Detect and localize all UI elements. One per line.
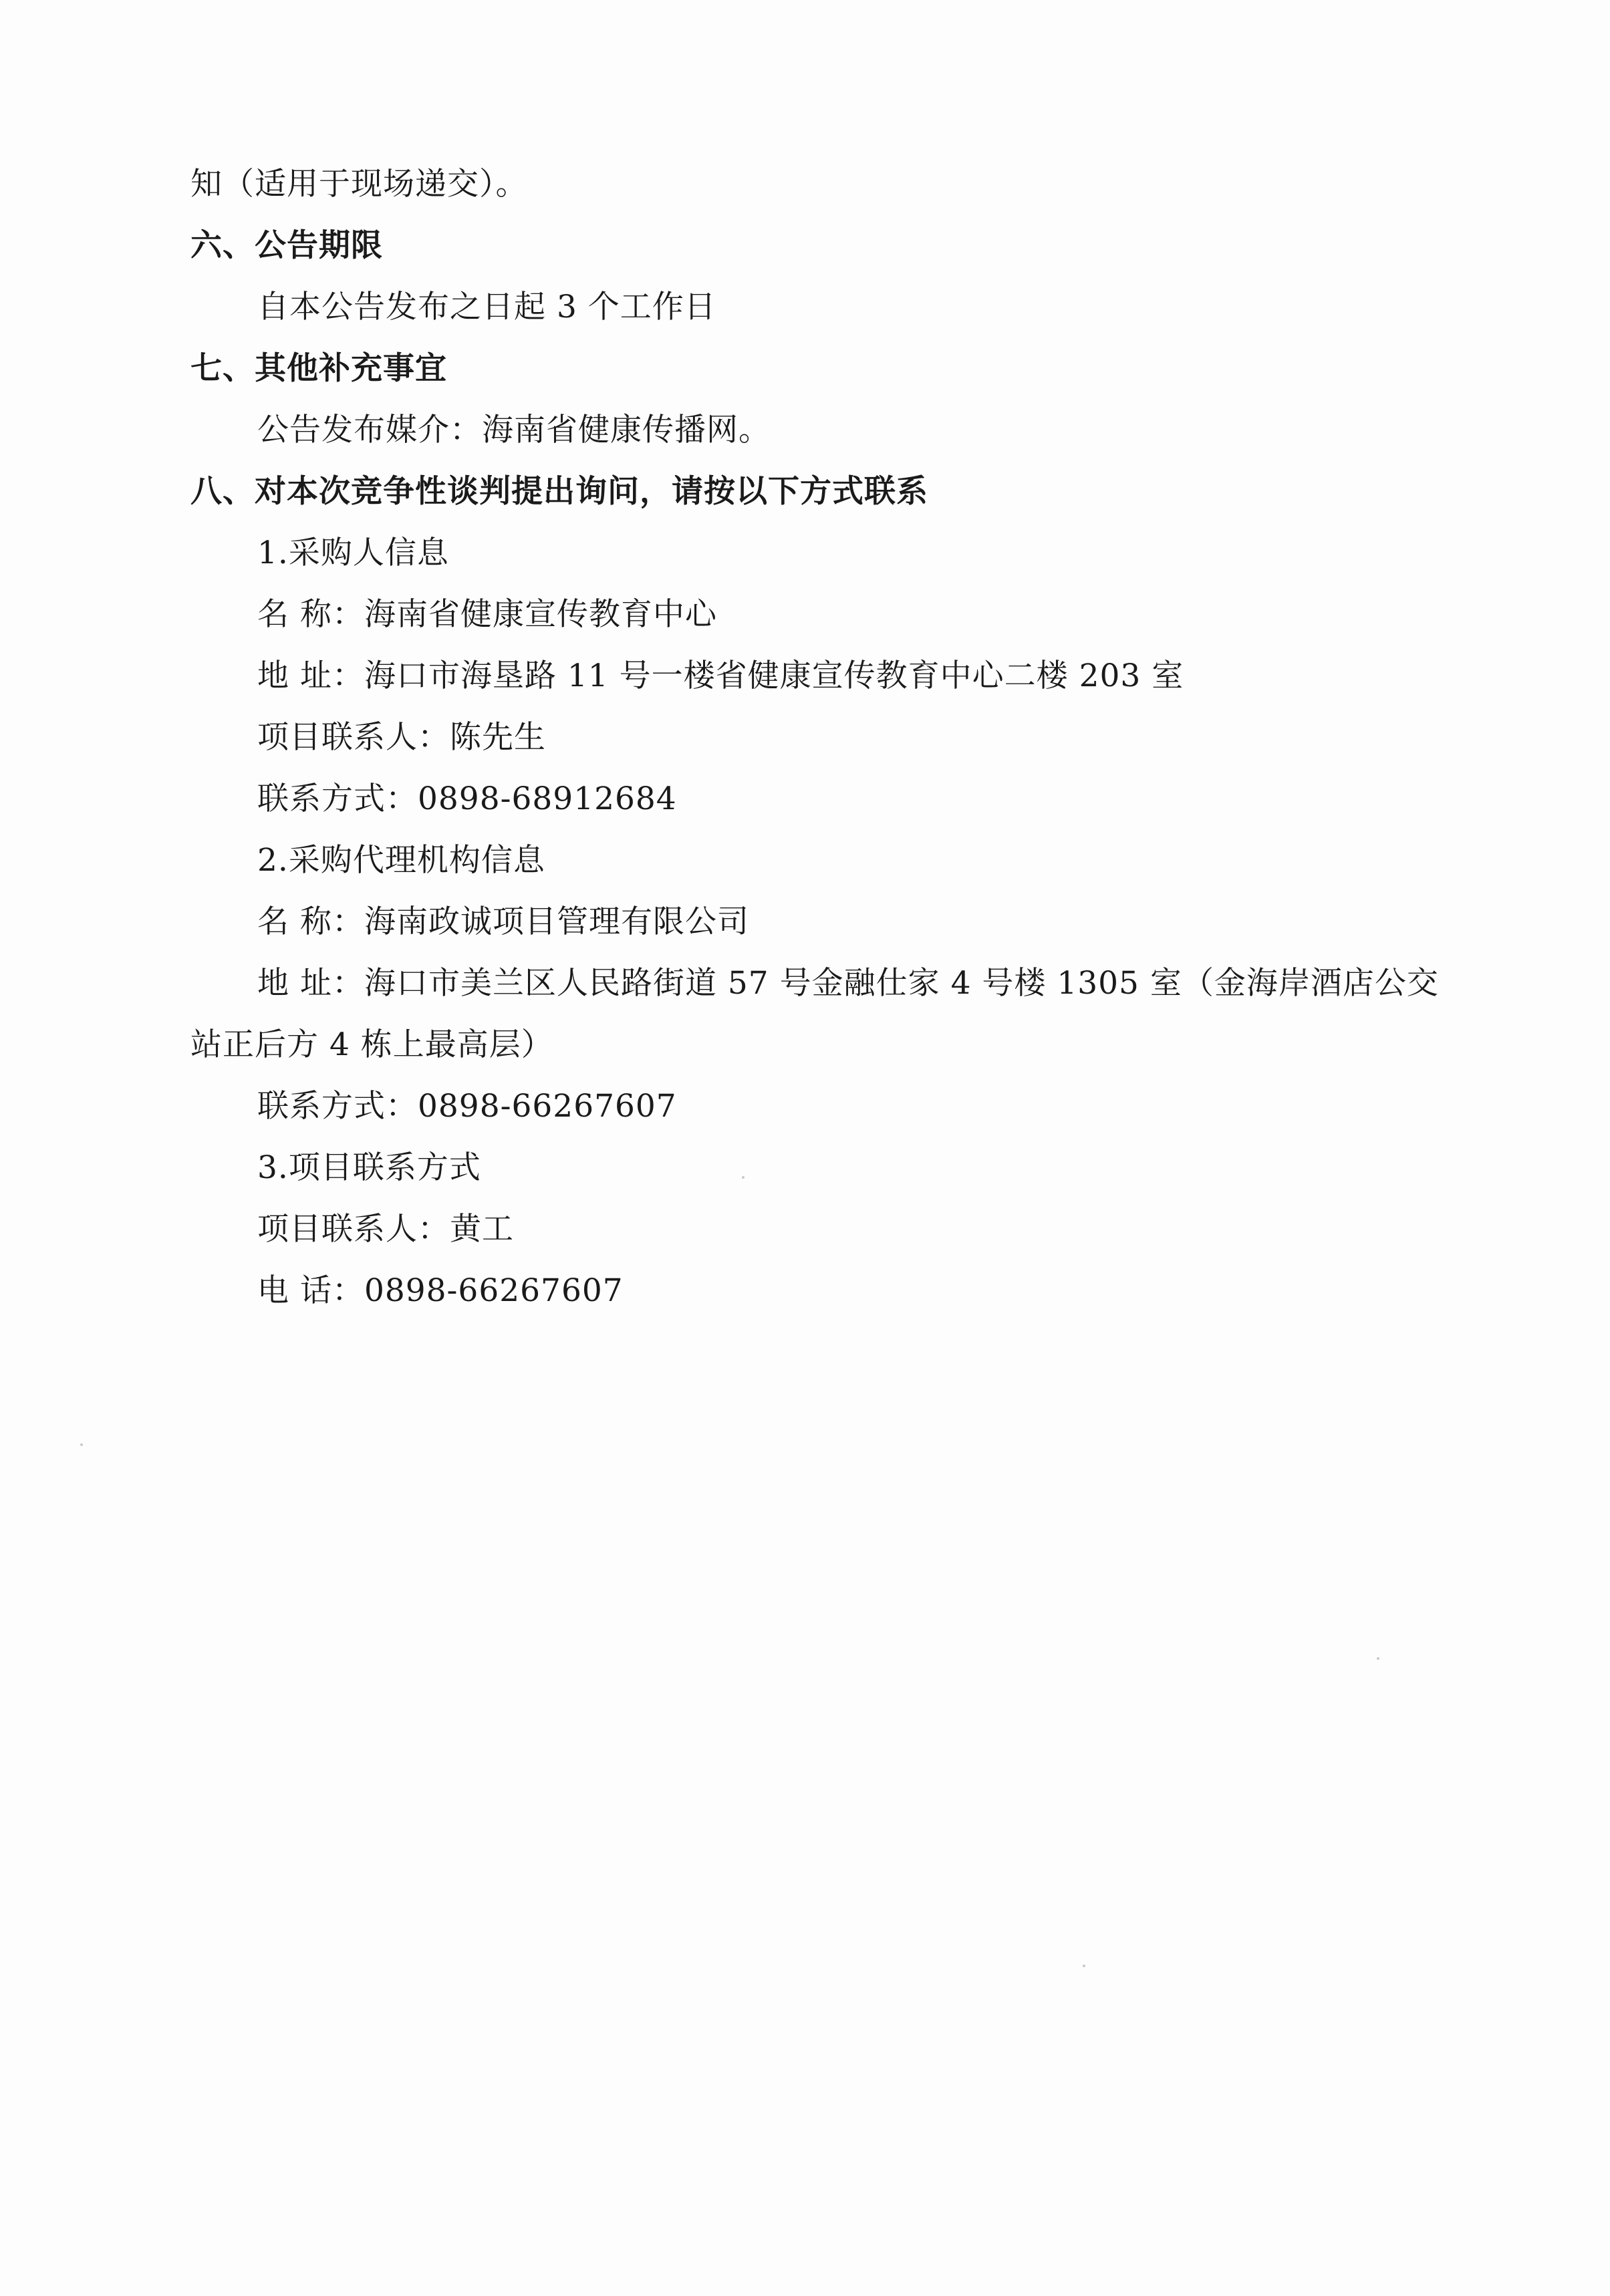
section-6-body: 自本公告发布之日起 3 个工作日: [257, 289, 716, 325]
project-contact-title: 3.项目联系方式: [257, 1149, 481, 1186]
continuation-text: 知（适用于现场递交）。: [190, 166, 528, 202]
agency-address: 地 址：海口市美兰区人民路街道 57 号金融仕家 4 号楼 1305 室（金海岸酒店公交站正后方 4 栋上最高层）: [190, 965, 1439, 1063]
section-7-body: 公告发布媒介：海南省健康传播网。: [257, 412, 771, 448]
scan-speck: [1083, 1965, 1085, 1967]
agency-title: 2.采购代理机构信息: [257, 842, 545, 879]
agency-phone: 联系方式：0898-66267607: [257, 1088, 677, 1125]
section-8-heading: 八、对本次竞争性谈判提出询问，请按以下方式联系: [190, 473, 928, 510]
project-contact-person: 项目联系人：黄工: [257, 1211, 514, 1248]
scan-speck: [1377, 1657, 1379, 1660]
purchaser-title: 1.采购人信息: [257, 535, 449, 571]
scan-speck: [80, 1443, 83, 1446]
purchaser-address: 地 址：海口市海垦路 11 号一楼省健康宣传教育中心二楼 203 室: [257, 658, 1184, 694]
document-body: [190, 166, 1460, 1334]
purchaser-contact-person: 项目联系人：陈先生: [257, 719, 546, 756]
purchaser-phone: 联系方式：0898-68912684: [257, 780, 677, 817]
section-6-heading: 六、公告期限: [190, 227, 383, 264]
scan-speck: [742, 1176, 745, 1179]
agency-name: 名 称：海南政诚项目管理有限公司: [257, 903, 749, 940]
purchaser-name: 名 称：海南省健康宣传教育中心: [257, 596, 717, 633]
project-contact-phone: 电 话：0898-66267607: [257, 1272, 624, 1309]
section-7-heading: 七、其他补充事宜: [190, 350, 447, 387]
